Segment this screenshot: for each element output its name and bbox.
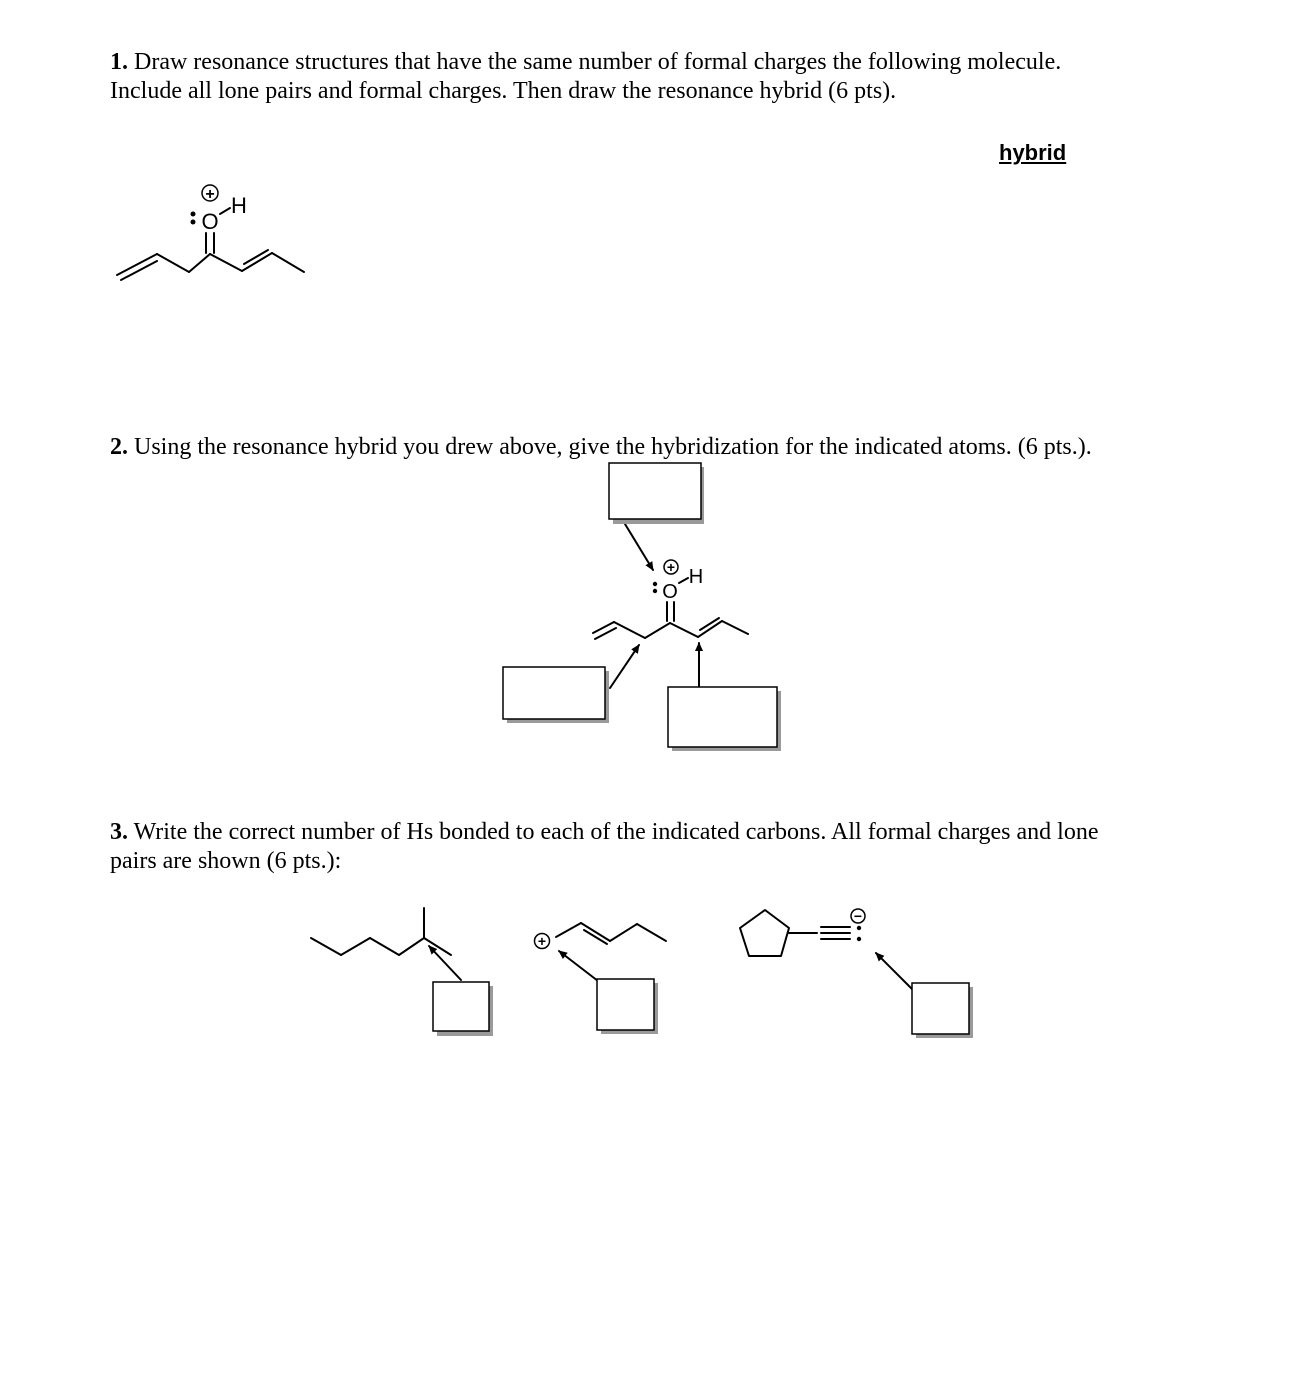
q1-lone-pair-dot bbox=[191, 220, 196, 225]
q3-m1-bond-right bbox=[424, 938, 451, 955]
q3-cation-charge-sign: + bbox=[537, 933, 547, 949]
q2-hydrogen-label: H bbox=[688, 566, 704, 588]
q3-arrow-cation bbox=[559, 951, 598, 981]
q2-positive-charge-sign: + bbox=[666, 559, 676, 575]
q1-oxygen-label: O bbox=[201, 209, 219, 234]
q3-arrow-acetylide bbox=[876, 953, 913, 990]
q2-lone-pair-dot bbox=[653, 589, 657, 593]
q3-cyclopentane-ring bbox=[740, 910, 789, 956]
q3-anion-lone-pair-dot bbox=[857, 937, 861, 941]
question-1-line1: Draw resonance structures that have the same number of formal charges the following molecule. bbox=[134, 49, 1062, 75]
q1-bond-oh bbox=[220, 208, 230, 214]
q2-oxygen-label: O bbox=[662, 581, 678, 603]
q1-lone-pair-dot bbox=[191, 212, 196, 217]
q2-answer-box-carbonyl-carbon[interactable] bbox=[668, 687, 777, 747]
q3-m2-bond bbox=[637, 924, 666, 941]
q1-bond-c4c5 bbox=[210, 254, 242, 271]
q1-molecule bbox=[117, 185, 304, 280]
question-1-line2: Include all lone pairs and formal charges. Then draw the resonance hybrid (6 pts). bbox=[110, 78, 897, 104]
q3-answer-box-cation[interactable] bbox=[597, 979, 654, 1030]
q3-answer-box-alkane[interactable] bbox=[433, 982, 489, 1031]
q2-arrow-oxygen bbox=[625, 524, 653, 570]
q2-bond-c3c4 bbox=[645, 623, 670, 638]
q2-molecule bbox=[503, 463, 781, 751]
q2-answer-box-oxygen[interactable] bbox=[609, 463, 701, 519]
q2-bond-c4c5 bbox=[670, 623, 698, 637]
q1-bond-c3c4 bbox=[189, 254, 210, 272]
question-1-number: 1. bbox=[110, 49, 128, 75]
q2-answer-box-ch2[interactable] bbox=[503, 667, 605, 719]
q2-bond-c6c7 bbox=[722, 621, 748, 634]
q3-anion-charge-sign: − bbox=[853, 908, 863, 924]
q2-arrow-ch2 bbox=[610, 645, 639, 688]
question-3-line2: pairs are shown (6 pts.): bbox=[110, 848, 342, 874]
question-2-text: Using the resonance hybrid you drew above, give the hybridization for the indicated atoms. (6 pts.). bbox=[134, 434, 1092, 460]
q3-molecule-acetylide bbox=[740, 908, 973, 1038]
q2-lone-pair-dot bbox=[653, 582, 657, 586]
question-3-line1: Write the correct number of Hs bonded to each of the indicated carbons. All formal charges and lone bbox=[133, 819, 1099, 845]
q3-molecule-cation bbox=[535, 923, 667, 1034]
q3-m1-bond bbox=[341, 938, 370, 955]
q1-positive-charge-sign: + bbox=[205, 186, 215, 203]
q1-bond-c6c7 bbox=[272, 253, 304, 272]
q3-molecule-alkane bbox=[311, 908, 493, 1036]
q3-anion-lone-pair-dot bbox=[857, 926, 861, 930]
q3-m1-bond bbox=[370, 938, 399, 955]
q3-m2-bond bbox=[581, 923, 610, 941]
q3-m2-bond bbox=[610, 924, 637, 941]
q3-m1-bond bbox=[311, 938, 341, 955]
q3-answer-box-acetylide[interactable] bbox=[912, 983, 969, 1034]
q3-m2-bond bbox=[556, 923, 581, 937]
q2-bond-oh bbox=[679, 578, 688, 583]
hybrid-heading: hybrid bbox=[999, 140, 1067, 165]
q1-bond-c2c3 bbox=[157, 254, 189, 272]
q1-hydrogen-label: H bbox=[231, 193, 247, 218]
question-2-number: 2. bbox=[110, 434, 128, 460]
q2-bond-c2c3 bbox=[614, 622, 645, 638]
q3-m1-bond bbox=[399, 938, 424, 955]
question-3-number: 3. bbox=[110, 819, 128, 845]
